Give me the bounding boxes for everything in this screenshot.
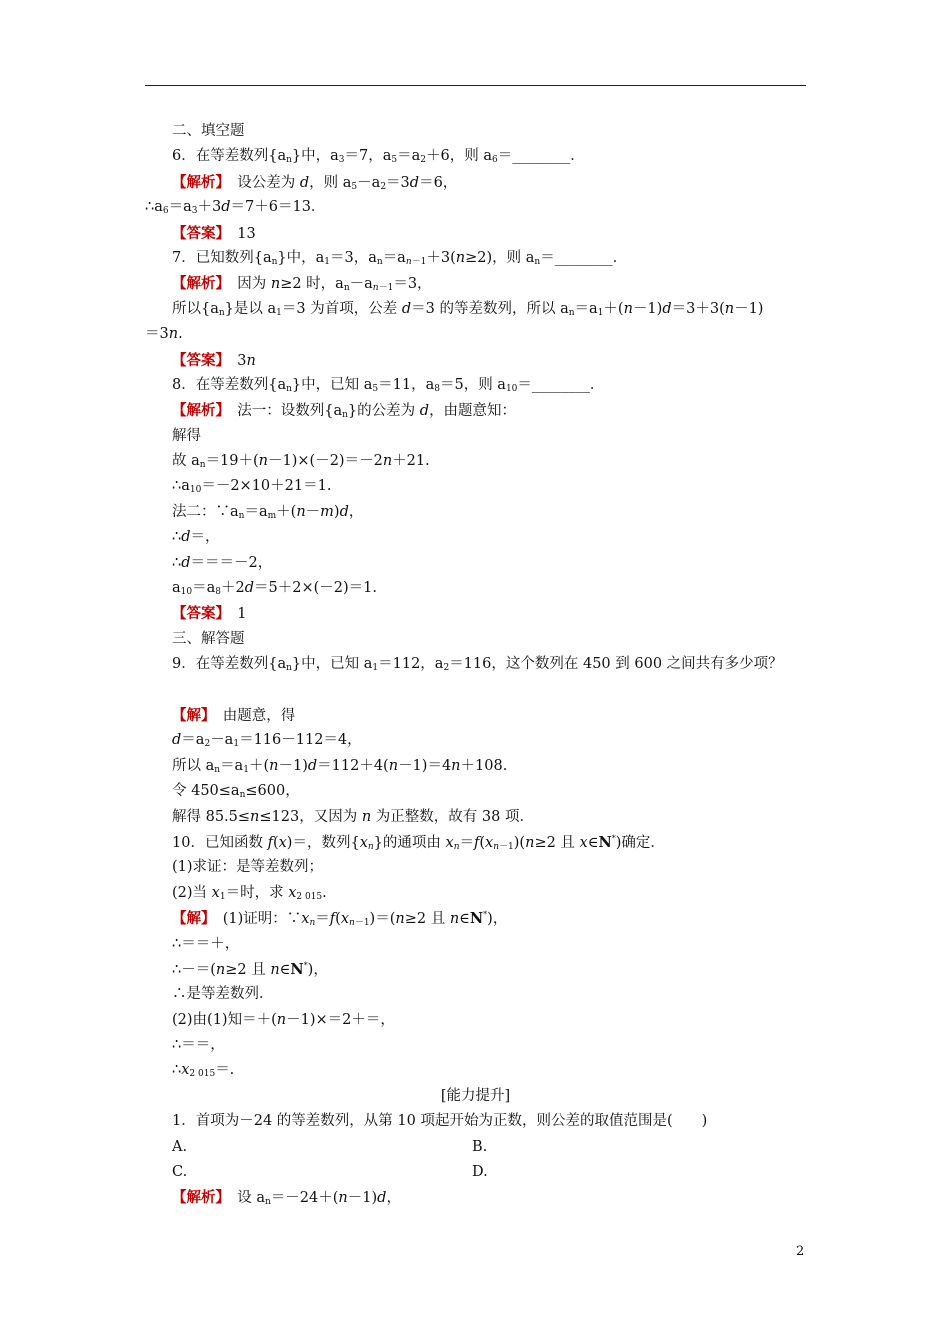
q8-analysis-5: 法二：$\because a_n=a_m+(n-m)d$， xyxy=(172,503,364,521)
q10-solution-6: ∴＝＝， xyxy=(172,1037,225,1054)
analysis-tag: 【解析】 xyxy=(172,173,223,191)
analysis-tag: 【解析】 xyxy=(172,1189,223,1207)
q7-analysis-3: ＝3n. xyxy=(145,326,183,343)
q8-question: 8．在等差数列$\{a_n\}$中，已知 $a_5=11$，$a_8=5$，则 $a_{10}=\_\_\_\_\_\_\_\_$． xyxy=(172,376,605,394)
solution-tag: 【解】 xyxy=(172,910,209,928)
analysis-tag: 【解析】 xyxy=(172,275,223,293)
answer-tag: 【答案】 xyxy=(172,351,223,369)
solution-tag: 【解】 xyxy=(172,706,209,724)
ab1-analysis-1: 设 $a_n=-24+(n-1)d$， xyxy=(237,1190,401,1208)
q10-solution-3: ∴－＝(n≥2 且 n∈N*)， xyxy=(172,960,328,978)
q10-solution-7: $\therefore x_{2 015}=$. xyxy=(172,1062,235,1080)
q6-analysis-2: $\therefore a_6=a_3+3d=7+6=13$． xyxy=(145,199,326,217)
q8-analysis-8: $a_{10}=a_8+2d=5+2\times(-2)=1$. xyxy=(172,580,378,598)
q6-answer: 13 xyxy=(237,225,256,242)
q10-solution-5: (2)由(1)知＝＋(n－1)×＝2＋＝， xyxy=(172,1011,395,1028)
q10-part-2: (2)当 $x_1=$时，求 $x_{2 015}$. xyxy=(172,884,327,902)
q8-analysis-7: ∴d＝＝＝－2， xyxy=(172,554,273,571)
q9-solution-5: 解得 85.5≤n≤123，又因为 n 为正整数，故有 38 项． xyxy=(172,808,534,825)
q7-question: 7．已知数列$\{a_n\}$中，$a_1=3$，$a_n=a_{n-1}+3(n\ge 2)$，则 $a_n=\_\_\_\_\_\_\_\_$． xyxy=(172,249,628,267)
q8-answer: 1 xyxy=(237,606,247,623)
q6-analysis-1: 设公差为 d，则 $a_5-a_2=3d=6$， xyxy=(237,174,458,192)
q7-analysis-2: 所以$\{a_n\}$是以 $a_1=3$ 为首项，公差 d＝3 的等差数列，所以 $a_n=a_1+(n-1)d=3+3(n-1)$ xyxy=(172,300,764,318)
q7-answer: 3n xyxy=(237,352,256,369)
option-d: D. xyxy=(472,1164,488,1181)
q6-question: 6．在等差数列$\{a_n\}$中，$a_3=7$，$a_5=a_2+6$，则 $a_6=\_\_\_\_\_\_\_\_$． xyxy=(172,148,585,166)
ab1-question: 1．首项为－24 的等差数列，从第 10 项起开始为正数，则公差的取值范围是( ) xyxy=(172,1113,708,1130)
q10-solution-2: ∴＝＝＋， xyxy=(172,935,240,952)
q9-solution-3: 所以 $a_n=a_1+(n-1)d=112+4(n-1)=4n+108$. xyxy=(172,757,508,775)
q8-analysis-6: ∴d＝， xyxy=(172,529,220,546)
option-b: B. xyxy=(472,1138,488,1155)
q7-analysis-1: 因为 n≥2 时，$a_n-a_{n-1}=3$， xyxy=(237,276,432,294)
q10-solution-1: (1)证明：$\because x_n=f(x_{n-1})=(n\ge 2$ 且 n∈N*)， xyxy=(222,910,508,929)
q9-solution-1: 由题意，得 xyxy=(222,707,296,724)
answer-tag: 【答案】 xyxy=(172,224,223,242)
q10-question: 10．已知函数 f(x)＝，数列$\{x_n\}$的通项由 $x_n=f(x_{n-1})(n\ge 2$ 且 x∈N*)确定． xyxy=(172,833,665,852)
section-fill-title: 二、填空题 xyxy=(172,123,245,139)
q10-solution-4: ∴是等差数列． xyxy=(172,986,274,1003)
section-solve-title: 三、解答题 xyxy=(172,630,245,647)
option-a: A. xyxy=(172,1138,188,1155)
q9-solution-4: 令 $450\le a_n\le 600$， xyxy=(172,783,300,801)
analysis-tag: 【解析】 xyxy=(172,402,223,420)
q8-analysis-4: $\therefore a_{10}=-2\times 10+21=1$. xyxy=(172,478,332,496)
q8-analysis-1: 法一：设数列$\{a_n\}$的公差为 d，由题意知： xyxy=(237,403,517,421)
q8-analysis-2: 解得 xyxy=(172,427,201,444)
q8-analysis-3: 故 $a_n=19+(n-1)\times(-2)=-2n+21$. xyxy=(172,453,430,471)
q9-solution-2: $d=a_2-a_1=116-112=4$， xyxy=(172,732,362,750)
q9-question: 9．在等差数列$\{a_n\}$中，已知 $a_1=112$，$a_2=116$，这个数列在 450 到 600 之间共有多少项？ xyxy=(172,656,783,674)
option-c: C. xyxy=(172,1164,188,1181)
answer-tag: 【答案】 xyxy=(172,605,223,623)
header-rule xyxy=(145,85,806,86)
section-ability-title: [能力提升] xyxy=(440,1087,511,1104)
page-number: 2 xyxy=(796,1244,805,1259)
page-content xyxy=(145,119,812,1211)
q10-part-1: (1)求证：是等差数列； xyxy=(172,859,324,876)
